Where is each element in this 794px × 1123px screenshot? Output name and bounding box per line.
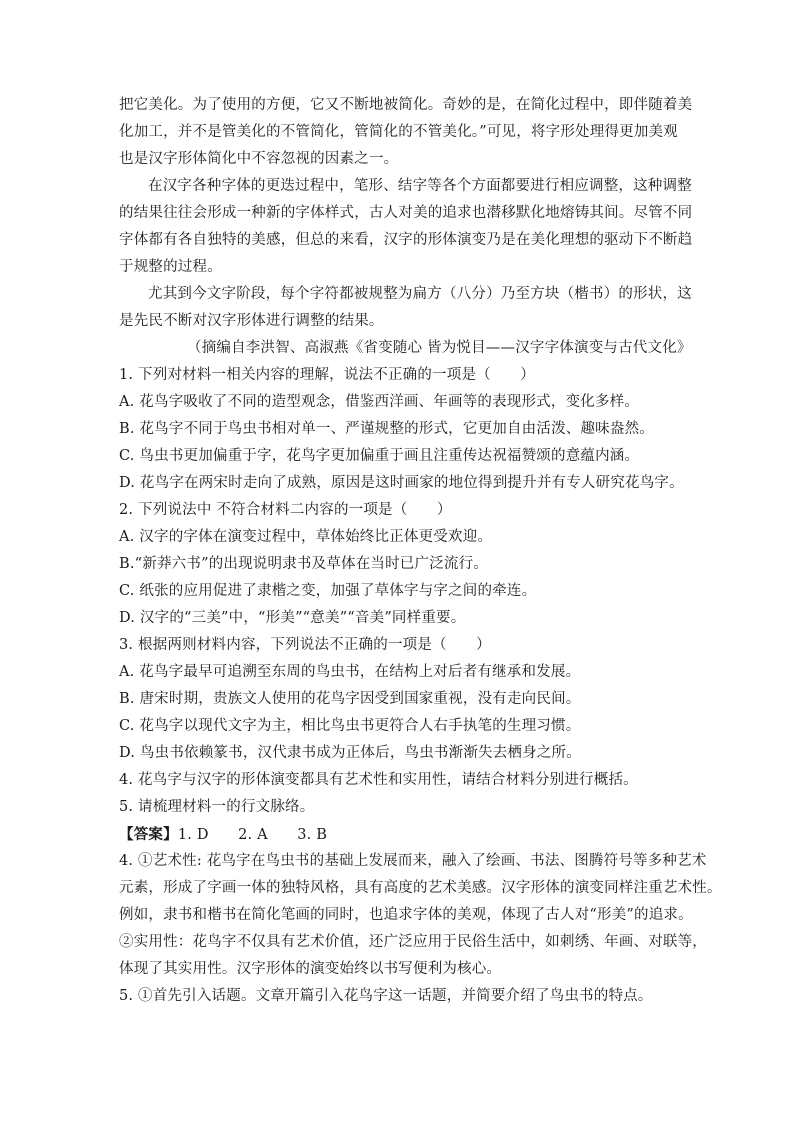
answer-5-line-1: 5. ①首先引入话题。文章开篇引入花鸟字这一话题，并简要介绍了鸟虫书的特点。 bbox=[119, 988, 653, 1004]
passage-p1-line-3: 也是汉字形体简化中不容忽视的因素之一。 bbox=[119, 151, 399, 167]
q1-option-a: A. 花鸟字吸收了不同的造型观念，借鉴西洋画、年画等的表现形式，变化多样。 bbox=[119, 394, 640, 410]
q3-stem: 3. 根据两则材料内容，下列说法不正确的一项是（ ） bbox=[119, 637, 491, 653]
passage-p3-line-2: 是先民不断对汉字形体进行调整的结果。 bbox=[119, 313, 384, 329]
answer-4-line-5: 体现了其实用性。汉字形体的演变始终以书写便利为核心。 bbox=[119, 961, 502, 977]
q1-option-c: C. 鸟虫书更加偏重于字，花鸟字更加偏重于画且注重传达祝福赞颂的意蕴内涵。 bbox=[119, 448, 640, 464]
q3-option-a: A. 花鸟字最早可追溯至东周的鸟虫书，在结构上对后者有继承和发展。 bbox=[119, 664, 581, 680]
answer-choices: 1. D 2. A 3. B bbox=[177, 827, 328, 843]
q3-option-d: D. 鸟虫书依赖篆书，汉代隶书成为正体后，鸟虫书渐渐失去栖身之所。 bbox=[119, 745, 581, 761]
q3-option-c: C. 花鸟字以现代文字为主，相比鸟虫书更符合人右手执笔的生理习惯。 bbox=[119, 718, 581, 734]
q5-stem: 5. 请梳理材料一的行文脉络。 bbox=[119, 799, 315, 815]
q1-option-b: B. 花鸟字不同于鸟虫书相对单一、严谨规整的形式，它更加自由活泼、趣味盎然。 bbox=[119, 421, 654, 437]
q2-option-a: A. 汉字的字体在演变过程中，草体始终比正体更受欢迎。 bbox=[119, 529, 493, 545]
passage-p1-line-2: 化加工，并不是管美化的不管简化，管简化的不管美化。”可见，将字形处理得更加美观 bbox=[119, 124, 678, 140]
passage-p2-line-3: 字体都有各自独特的美感，但总的来看，汉字的形体演变乃是在美化理想的驱动下不断趋 bbox=[119, 232, 693, 248]
passage-source: （摘编自李洪智、高淑燕《省变随心 皆为悦目——汉字字体演变与古代文化》 bbox=[187, 340, 692, 356]
passage-p3-line-1: 尤其到今文字阶段，每个字符都被规整为扁方（八分）乃至方块（楷书）的形状，这 bbox=[148, 286, 692, 302]
answer-key bbox=[119, 821, 689, 848]
passage-p2-line-2: 的结果往往会形成一种新的字体样式，古人对美的追求也潜移默化地熔铸其间。尽管不同 bbox=[119, 205, 693, 221]
answer-4-line-4: ②实用性：花鸟字不仅具有艺术价值，还广泛应用于民俗生活中，如刺绣、年画、对联等， bbox=[119, 934, 707, 950]
answer-4-line-1: 4. ①艺术性: 花鸟字在鸟虫书的基础上发展而来，融入了绘画、书法、图腾符号等多种艺术 bbox=[119, 853, 707, 869]
q1-option-d: D. 花鸟字在两宋时走向了成熟，原因是这时画家的地位得到提升并有专人研究花鸟字。 bbox=[119, 475, 684, 491]
q1-stem: 1. 下列对材料一相关内容的理解，说法不正确的一项是（ ） bbox=[119, 367, 535, 383]
passage-p2-line-1: 在汉字各种字体的更迭过程中，笔形、结字等各个方面都要进行相应调整，这种调整 bbox=[148, 178, 692, 194]
q3-option-b: B. 唐宋时期，贵族文人使用的花鸟字因受到国家重视，没有走向民间。 bbox=[119, 691, 581, 707]
answer-4-line-3: 例如，隶书和楷书在简化笔画的同时，也追求字体的美观，体现了古人对“形美”的追求。 bbox=[119, 907, 693, 923]
answer-4-line-2: 元素，形成了字画一体的独特风格，具有高度的艺术美感。汉字形体的演变同样注重艺术性。 bbox=[119, 880, 722, 896]
q4-stem: 4. 花鸟字与汉字的形体演变都具有艺术性和实用性，请结合材料分别进行概括。 bbox=[119, 772, 638, 788]
passage-p1-line-1: 把它美化。为了使用的方便，它又不断地被简化。奇妙的是，在简化过程中，即伴随着美 bbox=[119, 97, 693, 113]
passage-p2-line-4: 于规整的过程。 bbox=[119, 259, 222, 275]
document-content bbox=[119, 92, 722, 1010]
q2-option-d: D. 汉字的“三美”中，“形美”“意美”“音美”同样重要。 bbox=[119, 610, 466, 626]
q2-option-b: B.“新莽六书”的出现说明隶书及草体在当时已广泛流行。 bbox=[119, 556, 488, 572]
q2-option-c: C. 纸张的应用促进了隶楷之变，加强了草体字与字之间的牵连。 bbox=[119, 583, 537, 599]
answer-label: 【答案】 bbox=[119, 826, 178, 843]
q2-stem: 2. 下列说法中 不符合材料二内容的一项是（ ） bbox=[119, 502, 452, 518]
